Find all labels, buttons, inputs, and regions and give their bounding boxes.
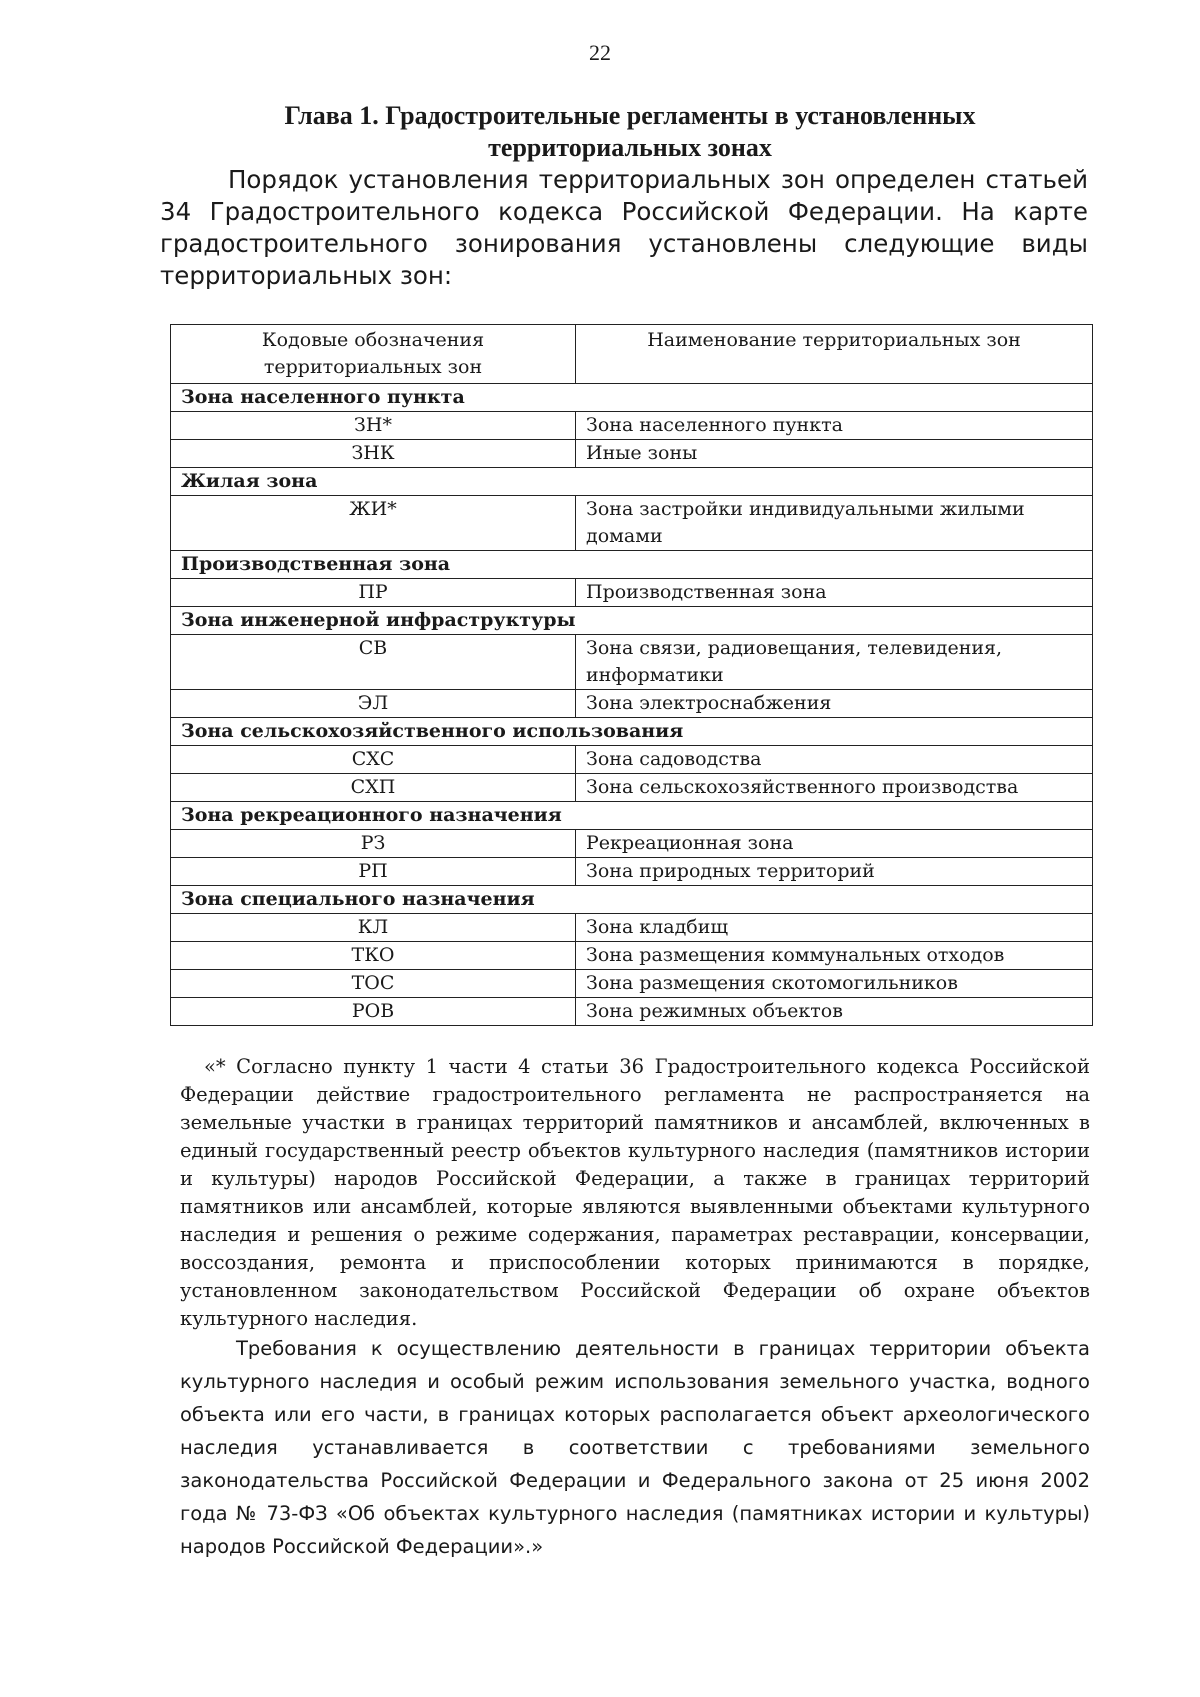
zone-code: РЗ <box>171 830 576 858</box>
page-number: 22 <box>589 40 611 65</box>
zone-code: ЗНК <box>171 440 576 468</box>
table-row <box>171 914 1093 942</box>
footnote-paragraph: «* Согласно пункту 1 части 4 статьи 36 Градостроительного кодекса Российской Федерации действие градостроительного регламента не распространяется на земельные участки в границах территорий памятников и ансамблей, включенных в единый государственный реестр объектов культурного наследия (памятников истории и культуры) народов Российской Федерации, а также в границах территорий памятников или ансамблей, которые являются выявленными объектами культурного наследия и решения о режиме содержания, параметрах реставрации, консервации, воссоздания, ремонта и приспособлении которых принимаются в порядке, установленном законодательством Российской Федерации об охране объектов культурного наследия. <box>180 1055 1090 1330</box>
zone-name: Зона размещения скотомогильников <box>576 970 1093 998</box>
zone-name: Зона режимных объектов <box>576 998 1093 1026</box>
zone-name: Зона природных территорий <box>576 858 1093 886</box>
zone-group-title: Зона инженерной инфраструктуры <box>171 607 1093 635</box>
zone-code: КЛ <box>171 914 576 942</box>
table-row <box>171 942 1093 970</box>
table-row <box>171 746 1093 774</box>
zone-group-title: Зона сельскохозяйственного использования <box>171 718 1093 746</box>
zone-group-title: Жилая зона <box>171 468 1093 496</box>
zone-name: Зона кладбищ <box>576 914 1093 942</box>
chapter-title-line2: территориальных зонах <box>488 133 772 162</box>
table-row <box>171 830 1093 858</box>
zone-name: Зона размещения коммунальных отходов <box>576 942 1093 970</box>
zone-group-title: Зона населенного пункта <box>171 384 1093 412</box>
requirements-paragraph: Требования к осуществлению деятельности в границах территории объекта культурного наследия и особый режим использования земельного участка, водного объекта или его части, в границах которых располагается объект археологического наследия устанавливается в соответствии с требованиями земельного законодательства Российской Федерации и Федерального закона от 25 июня 2002 года № 73-ФЗ «Об объектах культурного наследия (памятниках истории и культуры) народов Российской Федерации».» <box>180 1337 1090 1558</box>
zone-code: ТОС <box>171 970 576 998</box>
header-code-line1: Кодовые обозначения <box>261 329 485 351</box>
chapter-title <box>160 100 1100 164</box>
zone-group-row <box>171 384 1093 412</box>
zone-code: РОВ <box>171 998 576 1026</box>
zone-group-row <box>171 886 1093 914</box>
table-row <box>171 998 1093 1026</box>
zone-name: Производственная зона <box>576 579 1093 607</box>
chapter-title-line1: Глава 1. Градостроительные регламенты в установленных <box>284 101 976 130</box>
zone-name: Зона связи, радиовещания, телевидения, информатики <box>576 635 1093 690</box>
zone-name: Зона сельскохозяйственного производства <box>576 774 1093 802</box>
zone-name: Зона садоводства <box>576 746 1093 774</box>
header-name-cell: Наименование территориальных зон <box>576 325 1093 384</box>
table-row <box>171 635 1093 690</box>
header-code-cell <box>171 325 576 384</box>
zone-group-row <box>171 802 1093 830</box>
zone-code: ЗН* <box>171 412 576 440</box>
zone-code: ПР <box>171 579 576 607</box>
table-row <box>171 858 1093 886</box>
zone-code: ЭЛ <box>171 690 576 718</box>
table-row <box>171 970 1093 998</box>
zone-code: СВ <box>171 635 576 690</box>
zone-group-row <box>171 718 1093 746</box>
zone-code: ТКО <box>171 942 576 970</box>
zone-name: Зона застройки индивидуальными жилыми домами <box>576 496 1093 551</box>
table-row <box>171 496 1093 551</box>
zone-group-title: Зона рекреационного назначения <box>171 802 1093 830</box>
zone-code: СХС <box>171 746 576 774</box>
zone-code: СХП <box>171 774 576 802</box>
zone-group-title: Производственная зона <box>171 551 1093 579</box>
zone-group-row <box>171 607 1093 635</box>
zone-group-row <box>171 468 1093 496</box>
table-header-row <box>171 325 1093 384</box>
table-row <box>171 774 1093 802</box>
zone-name: Зона электроснабжения <box>576 690 1093 718</box>
table-row <box>171 440 1093 468</box>
table-row <box>171 690 1093 718</box>
intro-paragraph: Порядок установления территориальных зон определен статьей 34 Градостроительного кодекса Российской Федерации. На карте градостроительного зонирования установлены следующие виды территориальных зон: <box>160 165 1088 290</box>
zones-table <box>170 324 1093 1026</box>
zone-code: ЖИ* <box>171 496 576 551</box>
zone-group-row <box>171 551 1093 579</box>
table-row <box>171 412 1093 440</box>
zone-name: Иные зоны <box>576 440 1093 468</box>
zone-name: Рекреационная зона <box>576 830 1093 858</box>
header-code-line2: территориальных зон <box>263 356 483 378</box>
zone-code: РП <box>171 858 576 886</box>
zone-group-title: Зона специального назначения <box>171 886 1093 914</box>
zone-name: Зона населенного пункта <box>576 412 1093 440</box>
table-row <box>171 579 1093 607</box>
